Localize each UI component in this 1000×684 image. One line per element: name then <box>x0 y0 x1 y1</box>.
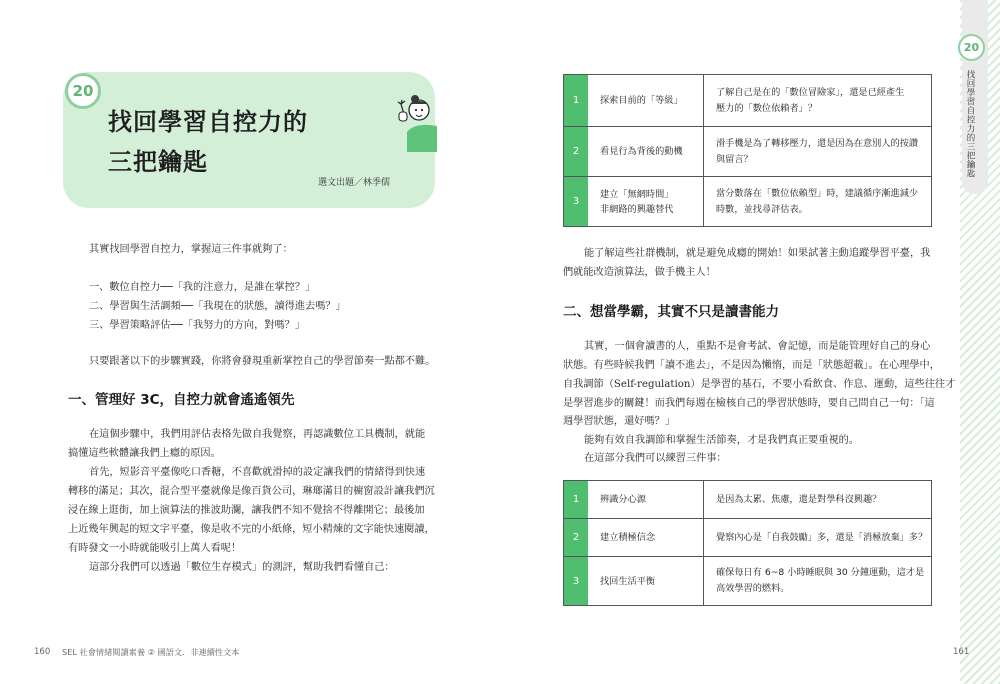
section-1-line: 首先，短影音平臺像吃口香糖，不喜歡就滑掉的設定讓我們的情緒得到快速 <box>89 467 426 478</box>
description-cell: 確保每日有 6~8 小時睡眠與 30 分鐘運動，這才是 高效學習的燃料。 <box>716 567 925 594</box>
book-footer: SEL 社會情緒閱讀素養 ② 國語文．非連續性文本 <box>62 647 240 657</box>
table-row <box>564 556 931 605</box>
description-cell: 了解自己是在的「數位冒險家」，還是已經產生 壓力的「數位依賴者」？ <box>716 86 905 114</box>
row-number: 3 <box>564 557 588 605</box>
self-regulation-table <box>563 480 932 606</box>
paragraph-line: 其實，一個會讀書的人，重點不是會考試、會記憶，而是能管理好自己的身心 <box>584 341 931 352</box>
row-number: 1 <box>564 481 588 518</box>
paragraph-line: 能了解這些社群機制，就是避免成癮的開始！如果試著主動追蹤學習平臺，我 <box>584 248 931 259</box>
table-row <box>564 126 931 176</box>
author-credit: 選文出題／林季儒 <box>318 178 391 188</box>
table-row <box>564 518 931 556</box>
follow-paragraph: 只要跟著以下的步驟實踐，你將會發現重新掌控自己的學習節奏一點都不難。 <box>89 356 436 367</box>
section-1-line: 上近幾年興起的短文字平臺，像是收不完的小紙條，短小精煉的文字能快速閱讀， <box>68 524 435 535</box>
row-number: 2 <box>564 519 588 556</box>
section-1-line: 浸在線上逛街，加上演算法的推波助瀾，讓我們不知不覺捨不得離開它；最後加 <box>68 505 425 516</box>
section-1-heading: 一、管理好 3C，自控力就會遙遙領先 <box>68 392 295 408</box>
side-chapter-badge: 20 <box>958 34 985 61</box>
section-1-line: 在這個步驟中，我們用評估表格先做自我覺察，再認識數位工具機制，就能 <box>89 429 426 440</box>
section-1-line: 轉移的滿足；其次，混合型平臺就像是像百貨公司，琳瑯滿目的櫥窗設計讓我們沉 <box>68 486 435 497</box>
description-cell: 是因為太累、焦慮，還是對學科沒興趣？ <box>716 493 882 505</box>
side-chapter-title: 找回學習自控力的三把鑰匙 <box>965 70 975 178</box>
table-row <box>564 75 931 126</box>
paragraph-line: 狀態。有些時候我們「讀不進去」，不是因為懶惰，而是「狀態超載」。在心理學中， <box>563 360 940 371</box>
title-line-1: 找回學習自控力的 <box>108 108 308 136</box>
intro-paragraph: 其實找回學習自控力，掌握這三件事就夠了： <box>89 244 293 255</box>
section-1-line: 搞懂這些軟體讓我們上癮的原因。 <box>68 448 221 459</box>
mascot-illustration <box>393 92 437 152</box>
digital-assessment-table <box>563 74 932 227</box>
title-line-2: 三把鑰匙 <box>108 148 208 176</box>
paragraph-line: 週學習狀態，還好嗎？」 <box>563 416 676 427</box>
section-2-heading: 二、想當學霸，其實不只是讀書能力 <box>563 304 779 320</box>
paragraph-line: 是學習進步的關鍵！而我們每週在檢核自己的學習狀態時，要自己問自己一句：「這 <box>563 398 935 409</box>
left-page-number: 160 <box>34 647 51 657</box>
list-item-2: 二、學習與生活調頻──「我現在的狀態，讀得進去嗎？」 <box>89 301 346 312</box>
section-1-line: 有時發文一小時就能吸引上萬人看呢！ <box>68 543 242 554</box>
step-cell: 辨識分心源 <box>588 481 704 518</box>
row-number: 2 <box>564 127 588 176</box>
right-page-number: 161 <box>953 647 970 657</box>
step-cell: 看見行為背後的動機 <box>588 127 704 176</box>
description-cell: 覺察內心是「自我鼓勵」多，還是「消極放棄」多？ <box>716 531 928 543</box>
paragraph-line: 們就能改造演算法，做手機主人！ <box>563 267 716 278</box>
chapter-number-badge: 20 <box>65 73 101 109</box>
step-cell: 建立「無網時間」 非網路的興趣替代 <box>588 177 704 226</box>
description-cell: 當分數落在「數位依賴型」時，建議循序漸進減少 時數，並找尋評估表。 <box>716 187 919 215</box>
row-number: 3 <box>564 177 588 226</box>
list-item-3: 三、學習策略評估──「我努力的方向，對嗎？」 <box>89 320 306 331</box>
step-cell: 找回生活平衡 <box>588 557 704 605</box>
description-cell: 滑手機是為了轉移壓力，還是因為在意別人的按讚 與留言？ <box>716 137 919 165</box>
list-item-1: 一、數位自控力──「我的注意力，是誰在掌控？」 <box>89 282 316 293</box>
paragraph-line: 能夠有效自我調節和掌握生活節奏，才是我們真正要重視的。 <box>584 435 860 446</box>
section-1-line: 這部分我們可以透過「數位生存模式」的測評，幫助我們看懂自己： <box>89 562 395 573</box>
table-row <box>564 481 931 518</box>
paragraph-line: 在這部分我們可以練習三件事： <box>584 453 727 464</box>
paragraph-line: 自我調節（Self-regulation）是學習的基石，不要小看飲食、作息、運動，這些往往才 <box>563 379 956 390</box>
row-number: 1 <box>564 75 588 126</box>
page-title <box>108 102 308 182</box>
step-cell: 建立積極信念 <box>588 519 704 556</box>
table-row <box>564 176 931 226</box>
step-cell: 探索目前的「等級」 <box>588 75 704 126</box>
